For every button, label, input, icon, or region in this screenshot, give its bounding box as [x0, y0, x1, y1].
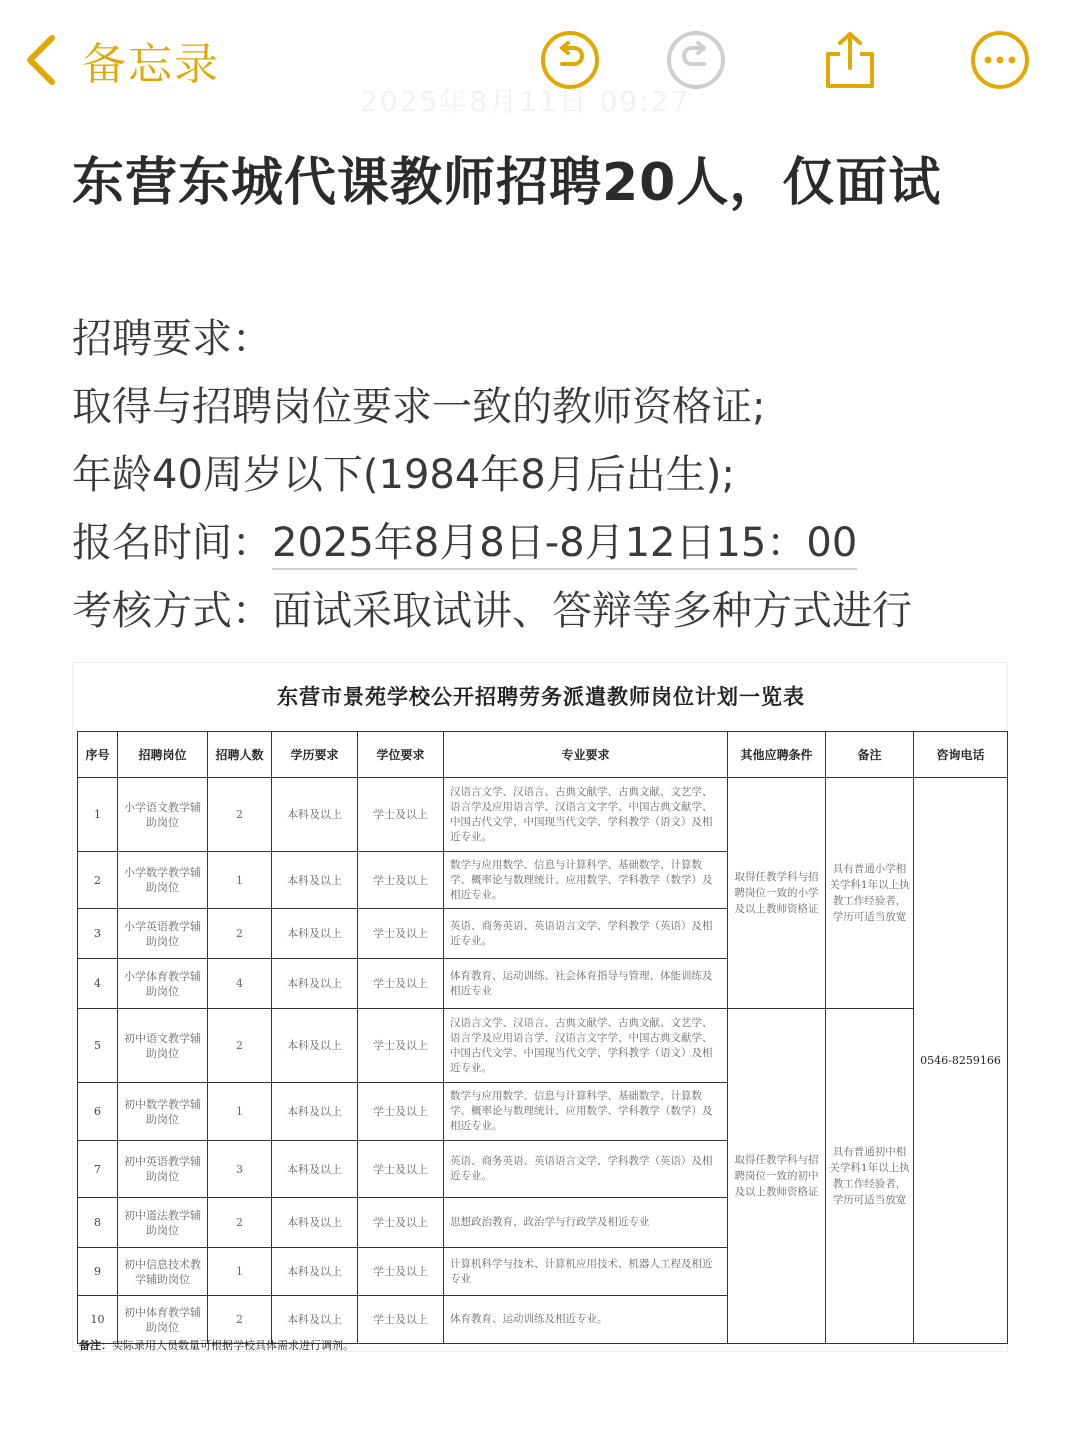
- cell-degree: 学士及以上: [358, 909, 444, 959]
- cell-count: 4: [208, 959, 272, 1009]
- header-cell: 咨询电话: [914, 732, 1008, 778]
- cell-major: 体育教育、运动训练及相近专业。: [444, 1296, 728, 1344]
- signup-date-link[interactable]: 2025年8月8日-8月12日15：00: [272, 520, 857, 570]
- cell-major: 汉语言文学、汉语言、古典文献学、古典文献、文艺学、语言学及应用语言学、汉语言文字学、中国古典文献学、中国古代文学、中国现当代文学、学科教学（语文）及相近专业。: [444, 778, 728, 852]
- cell-count: 1: [208, 1248, 272, 1296]
- cell-edu: 本科及以上: [272, 1198, 358, 1248]
- redo-icon: [666, 30, 726, 90]
- cell-idx: 4: [78, 959, 118, 1009]
- header-cell: 备注: [826, 732, 914, 778]
- undo-icon: [540, 30, 600, 90]
- cell-condition-middle: 取得任教学科与招聘岗位一致的初中及以上教师资格证: [728, 1009, 826, 1344]
- cell-idx: 6: [78, 1083, 118, 1141]
- header-cell: 招聘人数: [208, 732, 272, 778]
- header-cell: 招聘岗位: [118, 732, 208, 778]
- redo-button[interactable]: [666, 30, 726, 90]
- cell-degree: 学士及以上: [358, 1248, 444, 1296]
- cell-degree: 学士及以上: [358, 852, 444, 909]
- cell-edu: 本科及以上: [272, 1009, 358, 1083]
- cell-post: 小学语文教学辅助岗位: [118, 778, 208, 852]
- cell-count: 2: [208, 909, 272, 959]
- header-cell: 其他应聘条件: [728, 732, 826, 778]
- cell-post: 初中英语教学辅助岗位: [118, 1141, 208, 1198]
- recruitment-table: [77, 731, 1008, 1344]
- cell-post: 初中体育教学辅助岗位: [118, 1296, 208, 1344]
- cell-major: 数学与应用数学、信息与计算科学、基础数学、计算数学、概率论与数理统计、应用数学、学科教学（数学）及相近专业。: [444, 1083, 728, 1141]
- cell-major: 英语、商务英语、英语语言文学、学科教学（英语）及相近专业。: [444, 1141, 728, 1198]
- cell-degree: 学士及以上: [358, 1141, 444, 1198]
- cell-edu: 本科及以上: [272, 1248, 358, 1296]
- share-icon: [820, 30, 880, 90]
- header-cell: 学位要求: [358, 732, 444, 778]
- cell-post: 初中数学教学辅助岗位: [118, 1083, 208, 1141]
- more-icon: [970, 30, 1030, 90]
- cell-idx: 9: [78, 1248, 118, 1296]
- more-button[interactable]: [970, 30, 1030, 90]
- back-label: 备忘录: [82, 39, 220, 90]
- back-button[interactable]: [22, 30, 220, 90]
- footnote-label: 备注：: [79, 1339, 112, 1352]
- cell-edu: 本科及以上: [272, 852, 358, 909]
- cell-degree: 学士及以上: [358, 1198, 444, 1248]
- cell-count: 2: [208, 1198, 272, 1248]
- table-row: [78, 778, 1008, 852]
- cell-post: 小学英语教学辅助岗位: [118, 909, 208, 959]
- header-cell: 专业要求: [444, 732, 728, 778]
- cell-major: 体育教育、运动训练、社会体育指导与管理、体能训练及相近专业: [444, 959, 728, 1009]
- cell-count: 1: [208, 1083, 272, 1141]
- assess-value: 面试采取试讲、答辩等多种方式进行: [272, 588, 912, 634]
- cell-count: 3: [208, 1141, 272, 1198]
- note-body[interactable]: [72, 305, 1032, 645]
- cell-major: 数学与应用数学、信息与计算科学、基础数学、计算数学、概率论与数理统计、应用数学、学科教学（数学）及相近专业。: [444, 852, 728, 909]
- header-cell: 序号: [78, 732, 118, 778]
- cell-count: 2: [208, 778, 272, 852]
- table-footnote: [79, 1337, 354, 1353]
- cell-major: 汉语言文学、汉语言、古典文献学、古典文献、文艺学、语言学及应用语言学、汉语言文字学、中国古典文献学、中国古代文学、中国现当代文学、学科教学（语文）及相近专业。: [444, 1009, 728, 1083]
- cell-edu: 本科及以上: [272, 1296, 358, 1344]
- cell-condition-primary: 取得任教学科与招聘岗位一致的小学及以上教师资格证: [728, 778, 826, 1009]
- assess-line: [72, 577, 1032, 645]
- table-title: 东营市景苑学校公开招聘劳务派遣教师岗位计划一览表: [277, 684, 805, 709]
- undo-button[interactable]: [540, 30, 600, 90]
- body-line: 招聘要求：: [72, 316, 272, 362]
- cell-remark-primary: 具有普通小学相关学科1年以上执教工作经验者，学历可适当放宽: [826, 778, 914, 1009]
- nav-bar: [0, 0, 1080, 120]
- cell-edu: 本科及以上: [272, 1083, 358, 1141]
- cell-major: 英语、商务英语、英语语言文学、学科教学（英语）及相近专业。: [444, 909, 728, 959]
- signup-label: 报名时间：: [72, 520, 272, 566]
- cell-count: 1: [208, 852, 272, 909]
- note-title[interactable]: 东营东城代课教师招聘20人，仅面试: [72, 153, 942, 213]
- share-button[interactable]: [820, 30, 880, 90]
- cell-major: 思想政治教育、政治学与行政学及相近专业: [444, 1198, 728, 1248]
- footnote-text: 实际录用人员数量可根据学校具体需求进行调剂。: [112, 1339, 354, 1352]
- cell-post: 初中语文教学辅助岗位: [118, 1009, 208, 1083]
- cell-count: 2: [208, 1296, 272, 1344]
- header-cell: 学历要求: [272, 732, 358, 778]
- chevron-left-icon: [22, 32, 62, 88]
- signup-line: [72, 509, 1032, 577]
- table-header-row: [78, 732, 1008, 778]
- cell-idx: 8: [78, 1198, 118, 1248]
- body-line: 取得与招聘岗位要求一致的教师资格证;: [72, 384, 766, 430]
- cell-idx: 1: [78, 778, 118, 852]
- cell-idx: 3: [78, 909, 118, 959]
- table-row: [78, 1009, 1008, 1083]
- cell-idx: 5: [78, 1009, 118, 1083]
- cell-post: 小学数学教学辅助岗位: [118, 852, 208, 909]
- cell-idx: 7: [78, 1141, 118, 1198]
- cell-idx: 2: [78, 852, 118, 909]
- cell-degree: 学士及以上: [358, 1296, 444, 1344]
- cell-idx: 10: [78, 1296, 118, 1344]
- body-line: 年龄40周岁以下(1984年8月后出生);: [72, 452, 735, 498]
- cell-degree: 学士及以上: [358, 1009, 444, 1083]
- cell-post: 初中信息技术教学辅助岗位: [118, 1248, 208, 1296]
- cell-count: 2: [208, 1009, 272, 1083]
- cell-post: 初中道法教学辅助岗位: [118, 1198, 208, 1248]
- embedded-table-image[interactable]: [72, 662, 1008, 1352]
- cell-edu: 本科及以上: [272, 959, 358, 1009]
- cell-remark-middle: 具有普通初中相关学科1年以上执教工作经验者，学历可适当放宽: [826, 1009, 914, 1344]
- cell-degree: 学士及以上: [358, 959, 444, 1009]
- cell-degree: 学士及以上: [358, 1083, 444, 1141]
- cell-phone: 0546-8259166: [914, 778, 1008, 1344]
- cell-major: 计算机科学与技术、计算机应用技术、机器人工程及相近专业: [444, 1248, 728, 1296]
- faded-date: 2025年8月11日 09:27: [360, 85, 691, 118]
- cell-edu: 本科及以上: [272, 909, 358, 959]
- cell-post: 小学体育教学辅助岗位: [118, 959, 208, 1009]
- cell-edu: 本科及以上: [272, 778, 358, 852]
- cell-edu: 本科及以上: [272, 1141, 358, 1198]
- assess-label: 考核方式：: [72, 588, 272, 634]
- cell-degree: 学士及以上: [358, 778, 444, 852]
